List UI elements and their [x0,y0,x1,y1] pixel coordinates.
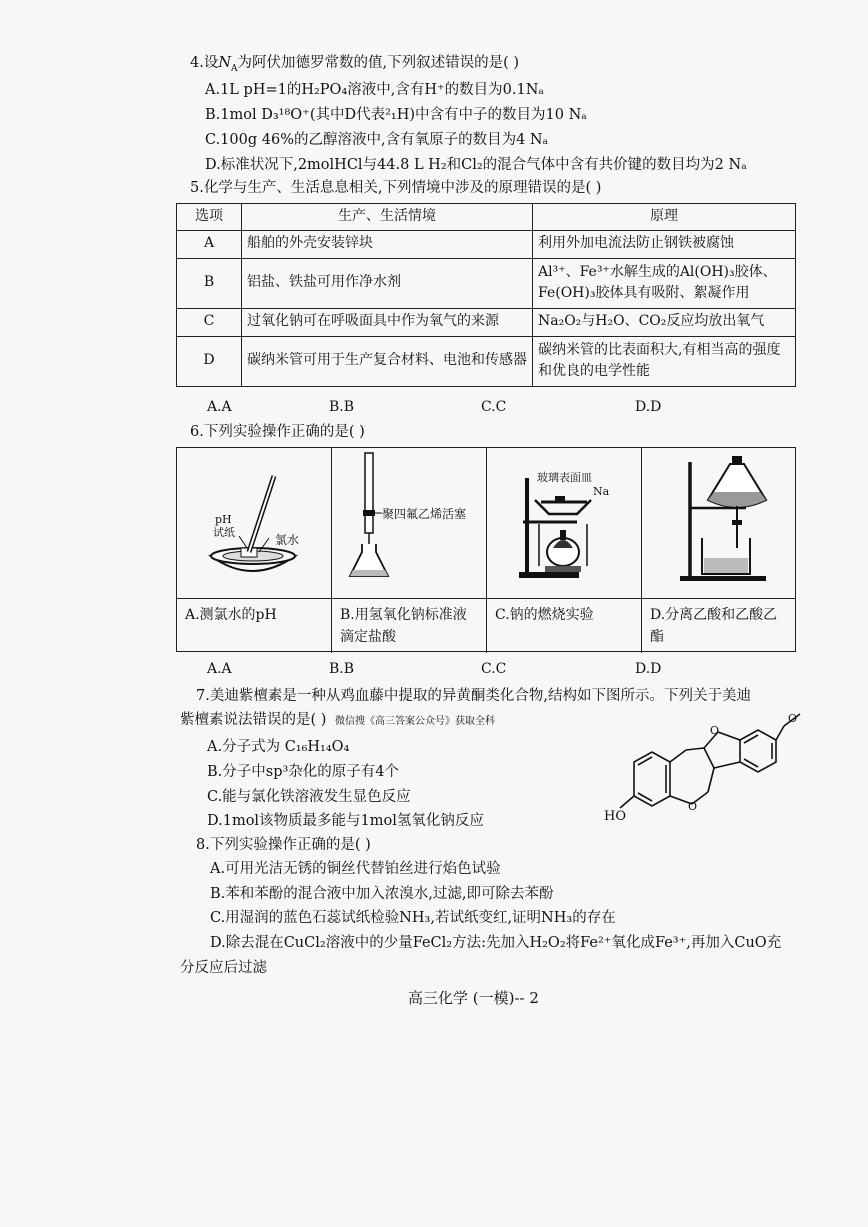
label-ho: HO [604,809,626,824]
q8-option-c: C.用湿润的蓝色石蕊试纸检验NH₃,若试纸变红,证明NH₃的存在 [210,910,616,926]
table-cell: A [177,230,242,258]
q4-option-c: C.100g 46%的乙醇溶液中,含有氧原子的数目为4 Nₐ [205,132,549,148]
page-footer: 高三化学 (一模)-- 2 [408,989,539,1007]
table-cell: 船舶的外壳安装锌块 [242,230,533,258]
q4-stem: 4.设$N_A$为阿伏加德罗常数的值,下列叙述错误的是( ) [190,55,520,74]
molecule-drawing [600,700,810,840]
table-cell: 铝盐、铁盐可用作净水剂 [242,258,533,308]
caption-a: A.测氯水的pH [177,598,332,653]
choice-d: D.D [635,399,662,415]
choice-a: A.A [207,399,232,415]
q4-option-d: D.标准状况下,2molHCl与44.8 L H₂和Cl₂的混合气体中含有共价键的数目均为2 Nₐ [205,157,747,173]
table-cell: 碳纳米管的比表面积大,有相当高的强度和优良的电学性能 [533,336,796,386]
table-cell: Na₂O₂与H₂O、CO₂反应均放出氧气 [533,308,796,336]
q4-option-b: B.1mol D₃¹⁸O⁺(其中D代表²₁H)中含有中子的数目为10 Nₐ [205,107,587,123]
table-header-row [177,204,796,231]
table-cell: 过氧化钠可在呼吸面具中作为氧气的来源 [242,308,533,336]
apparatus-b-titration [332,448,487,598]
label-chlorine-water: 氯水 [275,533,300,547]
choice-b: B.B [329,661,355,677]
watermark: 微信搜《高三答案公众号》获取全科 [335,716,496,727]
apparatus-d-separation [642,448,795,598]
table-cell: Al³⁺、Fe³⁺水解生成的Al(OH)₃胶体、Fe(OH)₃胶体具有吸附、絮凝作用 [533,258,796,308]
table-header-cell: 原理 [533,204,796,231]
q6-stem: 6.下列实验操作正确的是( ) [190,424,365,440]
label-sodium: Na [593,485,610,498]
choice-b: B.B [329,399,355,415]
q7-option-d: D.1mol该物质最多能与1mol氢氧化钠反应 [207,813,484,829]
choice-d: D.D [635,661,662,677]
table-header-cell: 选项 [177,204,242,231]
q7-stem-line1: 7.美迪紫檀素是一种从鸡血藤中提取的异黄酮类化合物,结构如下图所示。下列关于美迪 [196,688,751,704]
q8-stem: 8.下列实验操作正确的是( ) [196,837,371,853]
table-row [177,258,796,308]
label-ptfe-stopcock: 聚四氟乙烯活塞 [382,507,467,521]
table-cell: B [177,258,242,308]
q5-stem: 5.化学与生产、生活息息相关,下列情境中涉及的原理错误的是( ) [190,180,602,196]
ph-test-drawing [177,448,332,598]
table-cell: C [177,308,242,336]
medicarpin-structure [600,700,810,840]
table-cell: 利用外加电流法防止钢铁被腐蚀 [533,230,796,258]
table-header-cell: 生产、生活情境 [242,204,533,231]
q7-stem-line2: 紫檀素说法错误的是( ) 微信搜《高三答案公众号》获取全科 [180,712,496,728]
q7-option-a: A.分子式为 C₁₆H₁₄O₄ [207,739,350,755]
table-cell: D [177,336,242,386]
q5-table [176,203,796,387]
table-row [177,336,796,386]
label-ph: pH [215,513,232,526]
svg-text:O: O [788,712,798,725]
caption-c: C.钠的燃烧实验 [487,598,642,653]
table-cell: 碳纳米管可用于生产复合材料、电池和传感器 [242,336,533,386]
table-row [177,308,796,336]
q8-option-d-cont: 分反应后过滤 [180,960,267,976]
q8-option-d: D.除去混在CuCl₂溶液中的少量FeCl₂方法:先加入H₂O₂将Fe²⁺氧化成Fe³⁺,再加入CuO充 [210,935,782,951]
q8-option-b: B.苯和苯酚的混合液中加入浓溴水,过滤,即可除去苯酚 [210,886,554,902]
svg-text:O: O [710,724,720,737]
table-row [177,230,796,258]
label-watch-glass: 玻璃表面皿 [537,471,592,484]
apparatus-c-sodium-combustion [487,448,642,598]
label-test-paper: 试纸 [213,526,235,539]
q6-apparatus-grid [176,447,796,652]
choice-a: A.A [207,661,232,677]
q8-option-a: A.可用光洁无锈的铜丝代替铂丝进行焰色试验 [210,861,501,877]
separatory-funnel-drawing [642,448,795,598]
titration-drawing [332,448,487,598]
apparatus-a-ph-test [177,448,332,598]
q7-option-c: C.能与氯化铁溶液发生显色反应 [207,789,411,805]
caption-d: D.分离乙酸和乙酸乙酯 [642,598,795,653]
q7-option-b: B.分子中sp³杂化的原子有4个 [207,764,400,780]
caption-b: B.用氢氧化钠标准液滴定盐酸 [332,598,487,653]
choice-c: C.C [481,399,507,415]
svg-text:O: O [688,800,698,813]
q4-option-a: A.1L pH=1的H₂PO₄溶液中,含有H⁺的数目为0.1Nₐ [205,82,545,98]
choice-c: C.C [481,661,507,677]
